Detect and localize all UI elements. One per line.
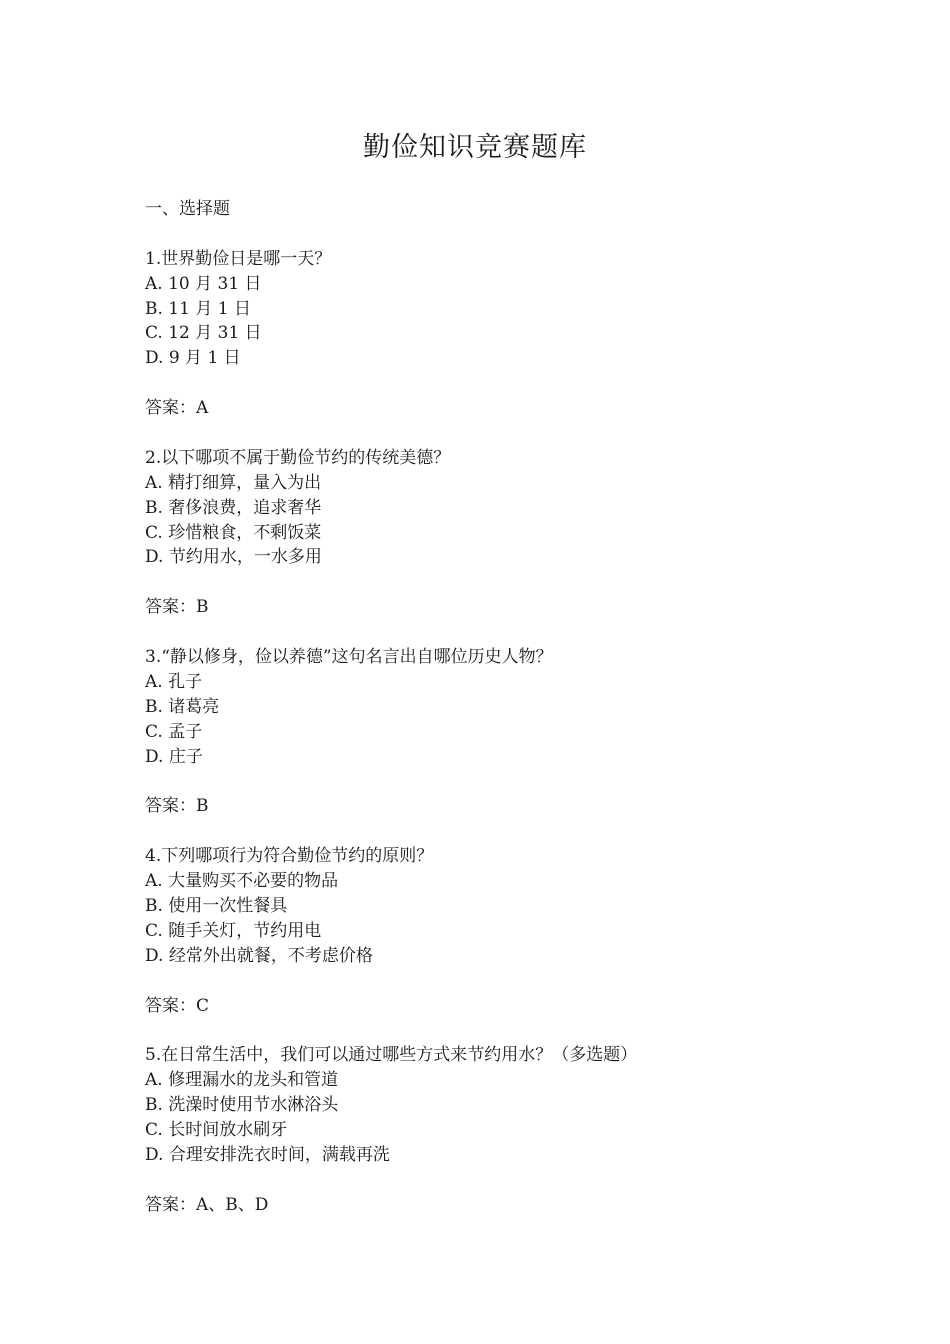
document-body xyxy=(145,197,845,1218)
question-option: B. 洗澡时使用节水淋浴头 xyxy=(145,1095,339,1116)
question-option: C. 孟子 xyxy=(145,721,203,742)
question-option: A. 10 月 31 日 xyxy=(145,273,262,294)
blank-line xyxy=(145,570,845,595)
question-option: C. 随手关灯，节约用电 xyxy=(145,920,322,941)
question-option: B. 11 月 1 日 xyxy=(145,298,251,319)
question-option: B. 奢侈浪费，追求奢华 xyxy=(145,497,322,518)
question-option: A. 修理漏水的龙头和管道 xyxy=(145,1070,339,1091)
question-option: C. 12 月 31 日 xyxy=(145,323,262,344)
blank-line xyxy=(145,421,845,446)
question-stem: 2.以下哪项不属于勤俭节约的传统美德？ xyxy=(145,447,451,468)
blank-line xyxy=(145,371,845,396)
question-option: C. 长时间放水刷牙 xyxy=(145,1119,288,1140)
question-answer: 答案：A、B、D xyxy=(145,1194,269,1215)
question-option: A. 精打细算，量入为出 xyxy=(145,472,322,493)
question-option: C. 珍惜粮食，不剩饭菜 xyxy=(145,522,322,543)
blank-line xyxy=(145,1018,845,1043)
question-option: D. 经常外出就餐，不考虑价格 xyxy=(145,945,373,966)
blank-line xyxy=(145,620,845,645)
question-stem: 4.下列哪项行为符合勤俭节约的原则？ xyxy=(145,846,434,867)
question-option: A. 孔子 xyxy=(145,671,203,692)
question-option: B. 使用一次性餐具 xyxy=(145,895,288,916)
question-answer: 答案：C xyxy=(145,995,210,1016)
blank-line xyxy=(145,819,845,844)
blank-line xyxy=(145,222,845,247)
question-option: A. 大量购买不必要的物品 xyxy=(145,871,339,892)
blank-line xyxy=(145,969,845,994)
question-option: D. 9 月 1 日 xyxy=(145,348,241,369)
document-title: 勤俭知识竞赛题库 xyxy=(363,132,587,163)
question-option: D. 庄子 xyxy=(145,746,203,767)
question-answer: 答案：A xyxy=(145,398,209,419)
question-option: D. 合理安排洗衣时间，满载再洗 xyxy=(145,1144,390,1165)
question-answer: 答案：B xyxy=(145,796,209,817)
question-option: B. 诸葛亮 xyxy=(145,696,220,717)
question-stem: 3.“静以修身，俭以养德”这句名言出自哪位历史人物？ xyxy=(145,647,553,668)
question-stem: 5.在日常生活中，我们可以通过哪些方式来节约用水？（多选题） xyxy=(145,1045,638,1066)
question-option: D. 节约用水，一水多用 xyxy=(145,547,322,568)
section-heading: 一、选择题 xyxy=(145,199,230,219)
blank-line xyxy=(145,769,845,794)
question-stem: 1.世界勤俭日是哪一天？ xyxy=(145,248,332,269)
question-answer: 答案：B xyxy=(145,597,209,618)
blank-line xyxy=(145,1168,845,1193)
